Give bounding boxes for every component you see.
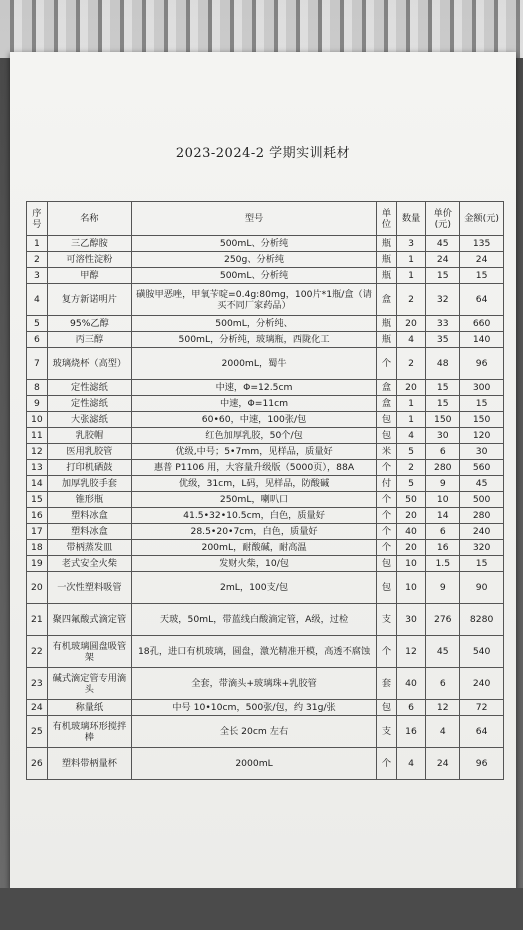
cell-qty: 1: [396, 268, 426, 284]
document-title: 2023-2024-2 学期实训耗材: [175, 146, 351, 161]
cell-unit: 个: [377, 492, 397, 508]
cell-price: 9: [426, 476, 460, 492]
cell-spec: 41.5•32•10.5cm，白色，质量好: [132, 508, 377, 524]
cell-qty: 16: [396, 716, 426, 748]
cell-spec: 发财火柴，10/包: [132, 556, 377, 572]
table-row: [27, 748, 504, 780]
cell-no: 5: [27, 316, 48, 332]
cell-qty: 10: [396, 572, 426, 604]
cell-spec: 250mL，喇叭口: [132, 492, 377, 508]
cell-amount: 240: [460, 524, 504, 540]
cell-amount: 240: [460, 668, 504, 700]
cell-amount: 15: [460, 268, 504, 284]
cell-qty: 3: [396, 236, 426, 252]
cell-no: 1: [27, 236, 48, 252]
cell-amount: 64: [460, 284, 504, 316]
cell-price: 45: [426, 636, 460, 668]
cell-spec: 2000mL，蜀牛: [132, 348, 377, 380]
cell-unit: 套: [377, 668, 397, 700]
cell-amount: 300: [460, 380, 504, 396]
cell-name: 碱式滴定管专用滴头: [47, 668, 131, 700]
table-row: [27, 316, 504, 332]
cell-no: 23: [27, 668, 48, 700]
table-row: [27, 284, 504, 316]
cell-qty: 4: [396, 748, 426, 780]
cell-qty: 2: [396, 284, 426, 316]
cell-amount: 660: [460, 316, 504, 332]
cell-name: 95%乙醇: [47, 316, 131, 332]
table-row: [27, 700, 504, 716]
table-row: [27, 332, 504, 348]
cell-no: 17: [27, 524, 48, 540]
cell-no: 6: [27, 332, 48, 348]
cell-qty: 1: [396, 396, 426, 412]
table-row: [27, 236, 504, 252]
cell-unit: 包: [377, 556, 397, 572]
table-row: [27, 508, 504, 524]
cell-qty: 20: [396, 540, 426, 556]
cell-price: 276: [426, 604, 460, 636]
cell-price: 30: [426, 428, 460, 444]
cell-qty: 4: [396, 428, 426, 444]
cell-no: 16: [27, 508, 48, 524]
cell-unit: 付: [377, 476, 397, 492]
cell-spec: 60•60，中速，100张/包: [132, 412, 377, 428]
cell-name: 塑料冰盒: [47, 508, 131, 524]
cell-spec: 500mL，分析纯、: [132, 316, 377, 332]
header-price: 单价(元): [426, 202, 460, 236]
cell-amount: 72: [460, 700, 504, 716]
table-row: [27, 524, 504, 540]
cell-amount: 15: [460, 396, 504, 412]
cell-price: 24: [426, 252, 460, 268]
cell-price: 4: [426, 716, 460, 748]
cell-spec: 500mL、分析纯: [132, 236, 377, 252]
cell-spec: 全长 20cm 左右: [132, 716, 377, 748]
cell-unit: 支: [377, 716, 397, 748]
cell-spec: 200mL，耐酸碱，耐高温: [132, 540, 377, 556]
cell-amount: 15: [460, 556, 504, 572]
table-row: [27, 572, 504, 604]
cell-unit: 米: [377, 444, 397, 460]
table-row: [27, 252, 504, 268]
cell-qty: 12: [396, 636, 426, 668]
cell-name: 锥形瓶: [47, 492, 131, 508]
cell-price: 14: [426, 508, 460, 524]
cell-unit: 盒: [377, 380, 397, 396]
table-row: [27, 540, 504, 556]
cell-unit: 包: [377, 412, 397, 428]
cell-no: 26: [27, 748, 48, 780]
cell-spec: 28.5•20•7cm，白色，质量好: [132, 524, 377, 540]
cell-amount: 280: [460, 508, 504, 524]
header-no: 序号: [27, 202, 48, 236]
cell-unit: 个: [377, 348, 397, 380]
cell-no: 12: [27, 444, 48, 460]
cell-no: 4: [27, 284, 48, 316]
cell-price: 150: [426, 412, 460, 428]
cell-price: 33: [426, 316, 460, 332]
cell-price: 35: [426, 332, 460, 348]
table-row: [27, 556, 504, 572]
table-row: [27, 604, 504, 636]
cell-price: 6: [426, 668, 460, 700]
cell-spec: 天玻，50mL，带蓝线白酸滴定管，A级，过检: [132, 604, 377, 636]
cell-price: 45: [426, 236, 460, 252]
cell-name: 甲醇: [47, 268, 131, 284]
cell-price: 9: [426, 572, 460, 604]
cell-amount: 560: [460, 460, 504, 476]
cell-price: 12: [426, 700, 460, 716]
cell-spec: 优级，31cm，L码，见样品，防酸碱: [132, 476, 377, 492]
cell-amount: 64: [460, 716, 504, 748]
cell-spec: 磺胺甲恶唑，甲氧苄啶=0.4g:80mg，100片*1瓶/盒（请买不同厂家药品）: [132, 284, 377, 316]
cell-amount: 45: [460, 476, 504, 492]
cell-spec: 惠普 P1106 用，大容量升级版（5000页），88A: [132, 460, 377, 476]
cell-spec: 500mL、分析纯: [132, 268, 377, 284]
table-row: [27, 348, 504, 380]
cell-name: 可溶性淀粉: [47, 252, 131, 268]
cell-unit: 支: [377, 604, 397, 636]
cell-spec: 250g、分析纯: [132, 252, 377, 268]
cell-name: 定性滤纸: [47, 380, 131, 396]
supplies-table: [26, 201, 504, 780]
table-row: [27, 460, 504, 476]
cell-qty: 40: [396, 524, 426, 540]
cell-name: 定性滤纸: [47, 396, 131, 412]
cell-price: 15: [426, 396, 460, 412]
cell-amount: 540: [460, 636, 504, 668]
binder-rings: [0, 0, 523, 58]
cell-name: 称量纸: [47, 700, 131, 716]
cell-no: 2: [27, 252, 48, 268]
cell-no: 14: [27, 476, 48, 492]
cell-spec: 2000mL: [132, 748, 377, 780]
cell-unit: 盒: [377, 284, 397, 316]
document-page: [10, 52, 516, 890]
cell-unit: 包: [377, 700, 397, 716]
cell-no: 21: [27, 604, 48, 636]
cell-no: 18: [27, 540, 48, 556]
cell-spec: 中速，Φ=12.5cm: [132, 380, 377, 396]
table-row: [27, 492, 504, 508]
cell-name: 聚四氟酸式滴定管: [47, 604, 131, 636]
table-row: [27, 636, 504, 668]
cell-price: 6: [426, 524, 460, 540]
cell-name: 加厚乳胶手套: [47, 476, 131, 492]
cell-name: 塑料冰盒: [47, 524, 131, 540]
cell-qty: 20: [396, 380, 426, 396]
cell-name: 一次性塑料吸管: [47, 572, 131, 604]
cell-qty: 6: [396, 700, 426, 716]
cell-no: 24: [27, 700, 48, 716]
cell-price: 24: [426, 748, 460, 780]
header-amount: 金额(元): [460, 202, 504, 236]
cell-no: 20: [27, 572, 48, 604]
cell-no: 19: [27, 556, 48, 572]
cell-price: 32: [426, 284, 460, 316]
cell-qty: 1: [396, 412, 426, 428]
table-row: [27, 476, 504, 492]
cell-spec: 红色加厚乳胶，50个/包: [132, 428, 377, 444]
cell-name: 有机玻璃环形搅拌棒: [47, 716, 131, 748]
cell-amount: 96: [460, 748, 504, 780]
cell-price: 1.5: [426, 556, 460, 572]
cell-amount: 150: [460, 412, 504, 428]
cell-price: 6: [426, 444, 460, 460]
cell-name: 老式安全火柴: [47, 556, 131, 572]
cell-name: 有机玻璃圆盘吸管架: [47, 636, 131, 668]
cell-name: 三乙醇胺: [47, 236, 131, 252]
cell-unit: 瓶: [377, 268, 397, 284]
cell-unit: 个: [377, 540, 397, 556]
cell-spec: 18孔，进口有机玻璃，圆盘，激光精准开模，高透不腐蚀: [132, 636, 377, 668]
header-spec: 型号: [132, 202, 377, 236]
cell-qty: 5: [396, 476, 426, 492]
cell-price: 280: [426, 460, 460, 476]
cell-no: 11: [27, 428, 48, 444]
cell-qty: 50: [396, 492, 426, 508]
cell-no: 22: [27, 636, 48, 668]
cell-spec: 2mL，100支/包: [132, 572, 377, 604]
cell-no: 7: [27, 348, 48, 380]
cell-qty: 20: [396, 508, 426, 524]
cell-no: 8: [27, 380, 48, 396]
cell-no: 13: [27, 460, 48, 476]
cell-unit: 个: [377, 460, 397, 476]
cell-amount: 90: [460, 572, 504, 604]
cell-unit: 盒: [377, 396, 397, 412]
cell-unit: 个: [377, 636, 397, 668]
cell-no: 3: [27, 268, 48, 284]
cell-unit: 个: [377, 748, 397, 780]
cell-price: 10: [426, 492, 460, 508]
table-row: [27, 412, 504, 428]
cell-spec: 500mL，分析纯，玻璃瓶，西陇化工: [132, 332, 377, 348]
cell-unit: 个: [377, 524, 397, 540]
cell-name: 打印机硒鼓: [47, 460, 131, 476]
cell-spec: 中速，Φ=11cm: [132, 396, 377, 412]
cell-qty: 2: [396, 348, 426, 380]
cell-unit: 包: [377, 428, 397, 444]
cell-amount: 96: [460, 348, 504, 380]
cell-qty: 40: [396, 668, 426, 700]
table-row: [27, 380, 504, 396]
cell-spec: 中号 10•10cm，500张/包，约 31g/张: [132, 700, 377, 716]
cell-amount: 8280: [460, 604, 504, 636]
cell-spec: 全套，带滴头+玻璃珠+乳胶管: [132, 668, 377, 700]
cell-price: 15: [426, 268, 460, 284]
cell-unit: 瓶: [377, 236, 397, 252]
cell-amount: 320: [460, 540, 504, 556]
header-name: 名称: [47, 202, 131, 236]
cell-price: 16: [426, 540, 460, 556]
cell-name: 复方新诺明片: [47, 284, 131, 316]
table-row: [27, 444, 504, 460]
cell-unit: 瓶: [377, 316, 397, 332]
cell-price: 48: [426, 348, 460, 380]
cell-unit: 个: [377, 508, 397, 524]
cell-qty: 4: [396, 332, 426, 348]
cell-no: 15: [27, 492, 48, 508]
cell-name: 塑料带柄量杯: [47, 748, 131, 780]
cell-qty: 1: [396, 252, 426, 268]
cell-qty: 20: [396, 316, 426, 332]
cell-amount: 120: [460, 428, 504, 444]
cell-amount: 30: [460, 444, 504, 460]
cell-name: 丙三醇: [47, 332, 131, 348]
desk-edge: [0, 888, 523, 930]
table-header-row: [27, 202, 504, 236]
table-row: [27, 268, 504, 284]
cell-amount: 140: [460, 332, 504, 348]
cell-name: 大张滤纸: [47, 412, 131, 428]
table-row: [27, 396, 504, 412]
cell-qty: 10: [396, 556, 426, 572]
table-row: [27, 716, 504, 748]
cell-unit: 瓶: [377, 252, 397, 268]
table-row: [27, 428, 504, 444]
cell-no: 25: [27, 716, 48, 748]
header-qty: 数量: [396, 202, 426, 236]
cell-no: 9: [27, 396, 48, 412]
cell-name: 玻璃烧杯（高型）: [47, 348, 131, 380]
cell-amount: 135: [460, 236, 504, 252]
cell-qty: 30: [396, 604, 426, 636]
cell-spec: 优级,中号；5•7mm，见样品，质量好: [132, 444, 377, 460]
cell-amount: 500: [460, 492, 504, 508]
cell-name: 带柄蒸发皿: [47, 540, 131, 556]
cell-qty: 2: [396, 460, 426, 476]
cell-price: 15: [426, 380, 460, 396]
cell-amount: 24: [460, 252, 504, 268]
cell-unit: 包: [377, 572, 397, 604]
table-row: [27, 668, 504, 700]
cell-no: 10: [27, 412, 48, 428]
cell-qty: 5: [396, 444, 426, 460]
cell-name: 医用乳胶管: [47, 444, 131, 460]
cell-unit: 瓶: [377, 332, 397, 348]
cell-name: 乳胶帽: [47, 428, 131, 444]
header-unit: 单位: [377, 202, 397, 236]
